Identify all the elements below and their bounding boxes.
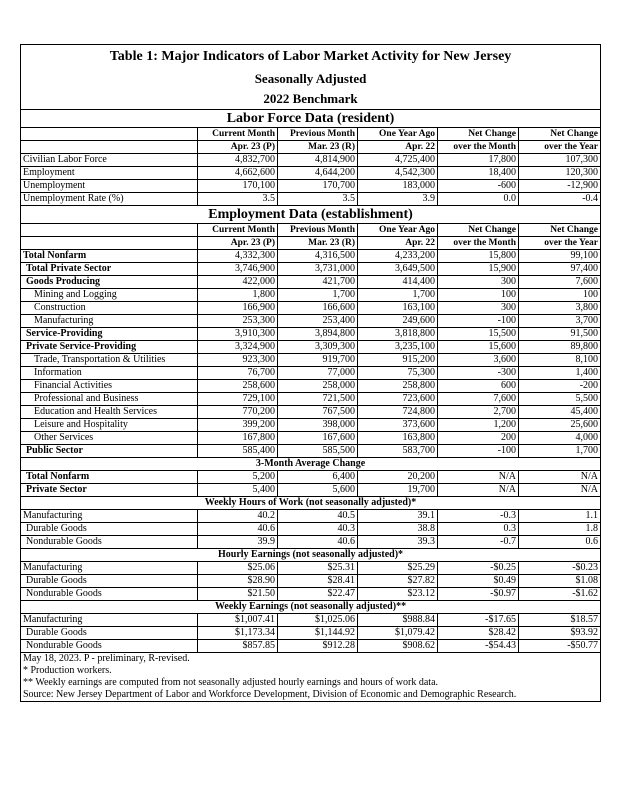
weekly-hours-row: [21, 523, 601, 536]
cell-value: -600: [438, 180, 519, 193]
cell-value: $28.42: [438, 627, 519, 640]
cell-value: 3,700: [519, 315, 601, 328]
weekly-earnings-row: [21, 640, 601, 653]
column-header-bottom: Apr. 23 (P): [198, 141, 278, 154]
indicators-table: [20, 44, 601, 702]
row-label: Service-Providing: [21, 328, 198, 341]
row-label: Public Sector: [21, 445, 198, 458]
hourly-earnings-row: [21, 588, 601, 601]
cell-value: 919,700: [278, 354, 358, 367]
cell-value: 3.9: [358, 193, 438, 206]
cell-value: 99,100: [519, 250, 601, 263]
cell-value: 1,800: [198, 289, 278, 302]
cell-value: 76,700: [198, 367, 278, 380]
row-label: Nondurable Goods: [21, 640, 198, 653]
column-header-top: One Year Ago: [358, 224, 438, 237]
cell-value: 1,700: [519, 445, 601, 458]
column-header-bottom: over the Year: [519, 141, 601, 154]
cell-value: 183,000: [358, 180, 438, 193]
cell-value: 15,600: [438, 341, 519, 354]
cell-value: 97,400: [519, 263, 601, 276]
cell-value: -$0.25: [438, 562, 519, 575]
row-label: Nondurable Goods: [21, 588, 198, 601]
establishment-row: [21, 276, 601, 289]
cell-value: 40.6: [198, 523, 278, 536]
cell-value: $912.28: [278, 640, 358, 653]
cell-value: 5,200: [198, 471, 278, 484]
cell-value: 166,600: [278, 302, 358, 315]
establishment-row: [21, 419, 601, 432]
column-header-top: Net Change: [519, 128, 601, 141]
cell-value: 19,700: [358, 484, 438, 497]
labor-force-row: [21, 167, 601, 180]
cell-value: 723,600: [358, 393, 438, 406]
row-label: Unemployment: [21, 180, 198, 193]
cell-value: $1,144.92: [278, 627, 358, 640]
cell-value: 923,300: [198, 354, 278, 367]
labor-force-row: [21, 154, 601, 167]
column-header-blank: [21, 237, 198, 250]
column-header-bottom: over the Month: [438, 237, 519, 250]
row-label: Civilian Labor Force: [21, 154, 198, 167]
column-header-top: Current Month: [198, 224, 278, 237]
column-header-blank: [21, 128, 198, 141]
column-header-blank: [21, 141, 198, 154]
cell-value: -$50.77: [519, 640, 601, 653]
cell-value: 15,900: [438, 263, 519, 276]
row-label: Total Nonfarm: [21, 471, 198, 484]
footnote-row: [21, 689, 601, 702]
column-header-bottom: over the Month: [438, 141, 519, 154]
cell-value: $857.85: [198, 640, 278, 653]
row-label: Manufacturing: [21, 315, 198, 328]
cell-value: 3,600: [438, 354, 519, 367]
cell-value: $1,025.06: [278, 614, 358, 627]
establishment-row: [21, 341, 601, 354]
cell-value: -200: [519, 380, 601, 393]
cell-value: 200: [438, 432, 519, 445]
column-header-top: Net Change: [438, 224, 519, 237]
cell-value: 167,600: [278, 432, 358, 445]
cell-value: -$0.97: [438, 588, 519, 601]
cell-value: $988.84: [358, 614, 438, 627]
cell-value: $0.49: [438, 575, 519, 588]
cell-value: N/A: [519, 484, 601, 497]
cell-value: 253,300: [198, 315, 278, 328]
cell-value: 3,800: [519, 302, 601, 315]
cell-value: 6,400: [278, 471, 358, 484]
hourly-earnings-row: [21, 575, 601, 588]
cell-value: 89,800: [519, 341, 601, 354]
column-header-top: Net Change: [519, 224, 601, 237]
cell-value: 422,000: [198, 276, 278, 289]
table-subtitle-adjustment: Seasonally Adjusted: [21, 69, 601, 89]
cell-value: 3,649,500: [358, 263, 438, 276]
cell-value: -100: [438, 315, 519, 328]
table-subtitle-benchmark: 2022 Benchmark: [21, 89, 601, 110]
establishment-row: [21, 263, 601, 276]
cell-value: 2,700: [438, 406, 519, 419]
cell-value: 0.6: [519, 536, 601, 549]
cell-value: 770,200: [198, 406, 278, 419]
three-month-row: [21, 484, 601, 497]
cell-value: 170,700: [278, 180, 358, 193]
labor-force-column-header-bottom: [21, 141, 601, 154]
cell-value: 18,400: [438, 167, 519, 180]
cell-value: 300: [438, 302, 519, 315]
row-label: Durable Goods: [21, 575, 198, 588]
row-label: Leisure and Hospitality: [21, 419, 198, 432]
cell-value: 600: [438, 380, 519, 393]
column-header-top: One Year Ago: [358, 128, 438, 141]
establishment-row: [21, 445, 601, 458]
three-month-heading-row: [21, 458, 601, 471]
cell-value: 249,600: [358, 315, 438, 328]
weekly-hours-heading: Weekly Hours of Work (not seasonally adjusted)*: [21, 497, 601, 510]
cell-value: N/A: [438, 484, 519, 497]
cell-value: 4,644,200: [278, 167, 358, 180]
column-header-top: Net Change: [438, 128, 519, 141]
cell-value: $28.90: [198, 575, 278, 588]
cell-value: 5,400: [198, 484, 278, 497]
row-label: Other Services: [21, 432, 198, 445]
establishment-row: [21, 380, 601, 393]
row-label: Nondurable Goods: [21, 536, 198, 549]
cell-value: $22.47: [278, 588, 358, 601]
cell-value: 38.8: [358, 523, 438, 536]
row-label: Education and Health Services: [21, 406, 198, 419]
cell-value: 75,300: [358, 367, 438, 380]
cell-value: 39.9: [198, 536, 278, 549]
column-header-bottom: Apr. 22: [358, 141, 438, 154]
hourly-earnings-heading-row: [21, 549, 601, 562]
weekly-hours-row: [21, 510, 601, 523]
cell-value: 399,200: [198, 419, 278, 432]
cell-value: 585,400: [198, 445, 278, 458]
cell-value: $23.12: [358, 588, 438, 601]
cell-value: -0.7: [438, 536, 519, 549]
column-header-top: Previous Month: [278, 224, 358, 237]
cell-value: 40.5: [278, 510, 358, 523]
weekly-hours-row: [21, 536, 601, 549]
cell-value: 4,814,900: [278, 154, 358, 167]
cell-value: 8,100: [519, 354, 601, 367]
cell-value: 4,725,400: [358, 154, 438, 167]
labor-force-row: [21, 180, 601, 193]
three-month-row: [21, 471, 601, 484]
footnote-row: [21, 653, 601, 666]
cell-value: 3.5: [278, 193, 358, 206]
cell-value: $93.92: [519, 627, 601, 640]
cell-value: 253,400: [278, 315, 358, 328]
column-header-bottom: over the Year: [519, 237, 601, 250]
cell-value: 724,800: [358, 406, 438, 419]
footnote-row: [21, 665, 601, 677]
row-label: Information: [21, 367, 198, 380]
row-label: Financial Activities: [21, 380, 198, 393]
cell-value: 1,400: [519, 367, 601, 380]
cell-value: 107,300: [519, 154, 601, 167]
cell-value: 4,332,300: [198, 250, 278, 263]
cell-value: 0.3: [438, 523, 519, 536]
cell-value: 167,800: [198, 432, 278, 445]
footnote: May 18, 2023. P - preliminary, R-revised.: [21, 653, 601, 666]
cell-value: 3,309,300: [278, 341, 358, 354]
cell-value: $1.08: [519, 575, 601, 588]
hourly-earnings-heading: Hourly Earnings (not seasonally adjusted)*: [21, 549, 601, 562]
cell-value: 3,894,800: [278, 328, 358, 341]
weekly-hours-heading-row: [21, 497, 601, 510]
establishment-row: [21, 315, 601, 328]
establishment-row: [21, 328, 601, 341]
establishment-row: [21, 289, 601, 302]
cell-value: 258,600: [198, 380, 278, 393]
row-label: Private Sector: [21, 484, 198, 497]
cell-value: $908.62: [358, 640, 438, 653]
footnote-row: [21, 677, 601, 689]
row-label: Total Private Sector: [21, 263, 198, 276]
cell-value: -100: [438, 445, 519, 458]
cell-value: 3,324,900: [198, 341, 278, 354]
cell-value: 4,662,600: [198, 167, 278, 180]
column-header-bottom: Mar. 23 (R): [278, 237, 358, 250]
cell-value: 1.8: [519, 523, 601, 536]
three-month-heading: 3-Month Average Change: [21, 458, 601, 471]
cell-value: 585,500: [278, 445, 358, 458]
cell-value: -0.3: [438, 510, 519, 523]
cell-value: 15,800: [438, 250, 519, 263]
row-label: Professional and Business: [21, 393, 198, 406]
row-label: Private Service-Providing: [21, 341, 198, 354]
cell-value: 5,600: [278, 484, 358, 497]
weekly-earnings-row: [21, 627, 601, 640]
cell-value: 15,500: [438, 328, 519, 341]
weekly-earnings-row: [21, 614, 601, 627]
establishment-row: [21, 302, 601, 315]
cell-value: 4,000: [519, 432, 601, 445]
row-label: Construction: [21, 302, 198, 315]
labor-force-column-header-top: [21, 128, 601, 141]
cell-value: $25.31: [278, 562, 358, 575]
cell-value: 39.1: [358, 510, 438, 523]
cell-value: 373,600: [358, 419, 438, 432]
cell-value: $1,079.42: [358, 627, 438, 640]
cell-value: N/A: [438, 471, 519, 484]
cell-value: 3.5: [198, 193, 278, 206]
cell-value: -$17.65: [438, 614, 519, 627]
cell-value: -$0.23: [519, 562, 601, 575]
column-header-blank: [21, 224, 198, 237]
cell-value: 1,700: [278, 289, 358, 302]
cell-value: 40.3: [278, 523, 358, 536]
cell-value: 25,600: [519, 419, 601, 432]
cell-value: 729,100: [198, 393, 278, 406]
row-label: Manufacturing: [21, 614, 198, 627]
cell-value: $28.41: [278, 575, 358, 588]
column-header-top: Previous Month: [278, 128, 358, 141]
cell-value: 100: [438, 289, 519, 302]
row-label: Manufacturing: [21, 562, 198, 575]
cell-value: 583,700: [358, 445, 438, 458]
cell-value: 3,235,100: [358, 341, 438, 354]
cell-value: 17,800: [438, 154, 519, 167]
cell-value: $1,173.34: [198, 627, 278, 640]
cell-value: 767,500: [278, 406, 358, 419]
cell-value: 7,600: [519, 276, 601, 289]
establishment-row: [21, 432, 601, 445]
cell-value: 40.2: [198, 510, 278, 523]
cell-value: -$1.62: [519, 588, 601, 601]
row-label: Trade, Transportation & Utilities: [21, 354, 198, 367]
cell-value: -12,900: [519, 180, 601, 193]
cell-value: 414,400: [358, 276, 438, 289]
cell-value: $27.82: [358, 575, 438, 588]
row-label: Total Nonfarm: [21, 250, 198, 263]
establishment-row: [21, 367, 601, 380]
labor-force-row: [21, 193, 601, 206]
cell-value: 100: [519, 289, 601, 302]
row-label: Goods Producing: [21, 276, 198, 289]
cell-value: 45,400: [519, 406, 601, 419]
cell-value: $18.57: [519, 614, 601, 627]
row-label: Durable Goods: [21, 627, 198, 640]
column-header-top: Current Month: [198, 128, 278, 141]
cell-value: 4,233,200: [358, 250, 438, 263]
cell-value: 40.6: [278, 536, 358, 549]
cell-value: 4,542,300: [358, 167, 438, 180]
cell-value: 421,700: [278, 276, 358, 289]
footnote: * Production workers.: [21, 665, 601, 677]
cell-value: 163,800: [358, 432, 438, 445]
cell-value: 5,500: [519, 393, 601, 406]
establishment-row: [21, 354, 601, 367]
hourly-earnings-row: [21, 562, 601, 575]
table-title: Table 1: Major Indicators of Labor Market Activity for New Jersey: [21, 45, 601, 70]
cell-value: 300: [438, 276, 519, 289]
cell-value: 1.1: [519, 510, 601, 523]
cell-value: 3,818,800: [358, 328, 438, 341]
establishment-row: [21, 250, 601, 263]
cell-value: 3,731,000: [278, 263, 358, 276]
cell-value: 163,100: [358, 302, 438, 315]
row-label: Mining and Logging: [21, 289, 198, 302]
cell-value: 120,300: [519, 167, 601, 180]
cell-value: 258,800: [358, 380, 438, 393]
cell-value: 915,200: [358, 354, 438, 367]
cell-value: 4,316,500: [278, 250, 358, 263]
cell-value: 91,500: [519, 328, 601, 341]
labor-force-heading-row: [21, 110, 601, 128]
cell-value: 398,000: [278, 419, 358, 432]
cell-value: 170,100: [198, 180, 278, 193]
row-label: Manufacturing: [21, 510, 198, 523]
cell-value: -$54.43: [438, 640, 519, 653]
column-header-bottom: Apr. 22: [358, 237, 438, 250]
establishment-column-header-bottom: [21, 237, 601, 250]
cell-value: 258,000: [278, 380, 358, 393]
cell-value: $25.06: [198, 562, 278, 575]
footnote: ** Weekly earnings are computed from not seasonally adjusted hourly earnings and hours of work data.: [21, 677, 601, 689]
cell-value: $25.29: [358, 562, 438, 575]
cell-value: 7,600: [438, 393, 519, 406]
cell-value: 4,832,700: [198, 154, 278, 167]
cell-value: 1,200: [438, 419, 519, 432]
row-label: Durable Goods: [21, 523, 198, 536]
labor-market-table-sheet: [20, 44, 600, 702]
footnote: Source: New Jersey Department of Labor and Workforce Development, Division of Economic and Demographic Research.: [21, 689, 601, 702]
cell-value: $21.50: [198, 588, 278, 601]
cell-value: -0.4: [519, 193, 601, 206]
cell-value: 0.0: [438, 193, 519, 206]
column-header-bottom: Apr. 23 (P): [198, 237, 278, 250]
cell-value: 721,500: [278, 393, 358, 406]
cell-value: N/A: [519, 471, 601, 484]
cell-value: 77,000: [278, 367, 358, 380]
weekly-earnings-heading: Weekly Earnings (not seasonally adjusted)**: [21, 601, 601, 614]
establishment-heading-row: [21, 206, 601, 224]
row-label: Unemployment Rate (%): [21, 193, 198, 206]
cell-value: 3,910,300: [198, 328, 278, 341]
cell-value: -300: [438, 367, 519, 380]
row-label: Employment: [21, 167, 198, 180]
establishment-row: [21, 393, 601, 406]
establishment-heading: Employment Data (establishment): [21, 206, 601, 224]
cell-value: 1,700: [358, 289, 438, 302]
cell-value: 39.3: [358, 536, 438, 549]
weekly-earnings-heading-row: [21, 601, 601, 614]
cell-value: $1,007.41: [198, 614, 278, 627]
labor-force-heading: Labor Force Data (resident): [21, 110, 601, 128]
cell-value: 3,746,900: [198, 263, 278, 276]
column-header-bottom: Mar. 23 (R): [278, 141, 358, 154]
cell-value: 20,200: [358, 471, 438, 484]
establishment-row: [21, 406, 601, 419]
establishment-column-header-top: [21, 224, 601, 237]
cell-value: 166,900: [198, 302, 278, 315]
